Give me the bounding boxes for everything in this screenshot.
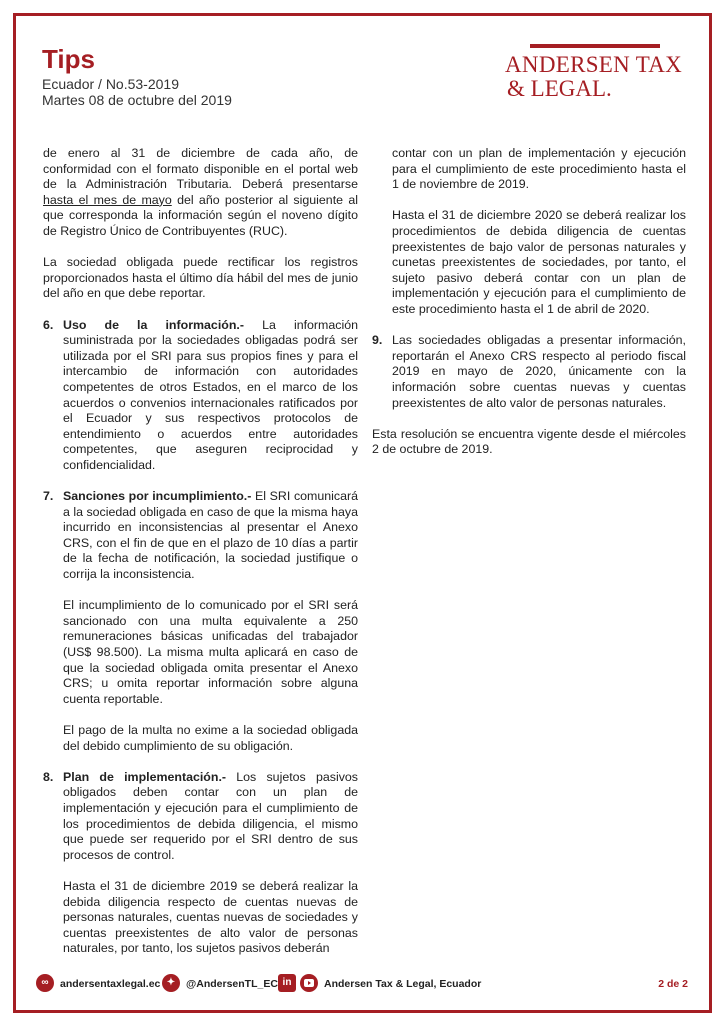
andersen-logo [505, 40, 685, 104]
footer [36, 972, 688, 996]
item-heading: Sanciones por incumplimiento.- [63, 489, 252, 504]
payment-paragraph: El pago de la multa no exime a la sociedad obligada del debido cumplimiento de su obligación. [63, 722, 358, 753]
item-number: 8. [43, 769, 54, 784]
page-number: 2 de 2 [658, 978, 688, 990]
link-icon: ∞ [36, 974, 54, 992]
list-item-9: 9. Las sociedades obligadas a presentar información, reportarán el Anexo CRS respecto al periodo fiscal 2019 en mayo de 2020, únicamente con la información sobre cuentas nuevas y cuentas preexistentes de alto valor de personas naturales. [372, 333, 686, 410]
item-number: 7. [43, 489, 54, 504]
intro-paragraph: de enero al 31 de diciembre de cada año, de conformidad con el formato disponible en el portal web de la Administración Tributaria. Deberá presentarse hasta el mes de mayo del año posterior al siguiente al que corresponda la información según el noveno dígito de Registro Único de Contribuyentes (RUC). [43, 146, 358, 238]
continued-paragraph: contar con un plan de implementación y ejecución para el cumplimiento de este procedimiento hasta el 1 de noviembre de 2019. [392, 146, 686, 192]
closing-paragraph: Esta resolución se encuentra vigente desde el miércoles 2 de octubre de 2019. [372, 426, 686, 457]
item-heading: Uso de la información.- [63, 317, 244, 332]
logo-line1: ANDERSEN TAX [505, 52, 683, 77]
twitter-link[interactable]: @AndersenTL_EC [186, 978, 278, 990]
right-column [372, 146, 686, 473]
bulletin-number: Ecuador / No.53-2019 [42, 76, 179, 92]
list-item-6: 6. Uso de la información.- La información suministrada por la sociedades obligadas podrá ser utilizada por el SRI para sus propios fines y para el intercambio de información con autoridades competentes de otros Estados, en el marco de los acuerdos o convenios internacionales ratificados por el Ecuador y sus respectivos protocolos de entendimiento o acuerdos entre autoridades competentes, que aseguren reciprocidad y confidencialidad. [43, 317, 358, 472]
sanction-paragraph: El incumplimiento de lo comunicado por el SRI será sancionado con una multa equivalente a 250 remuneraciones básicas unificadas del trabajador (US$ 98.500). La misma multa aplicará en caso de que la sociedad obligada omita presentar el Anexo CRS; u omita reportar información sobre alguna cuenta reportable. [63, 598, 358, 706]
logo-line2: & LEGAL. [507, 76, 612, 101]
deadline-2019-paragraph: Hasta el 31 de diciembre 2019 se deberá realizar la debida diligencia respecto de cuentas nuevas de personas naturales, cuentas nuevas de sociedades y cuentas preexistentes de alto valor de personas naturales, por tanto, los sujetos pasivos deberán [63, 878, 358, 956]
website-link[interactable]: andersentaxlegal.ec [60, 978, 161, 990]
rectify-paragraph: La sociedad obligada puede rectificar los registros proporcionados hasta el último día hábil del mes de junio del año en que debe reportar. [43, 255, 358, 301]
company-link[interactable]: Andersen Tax & Legal, Ecuador [324, 978, 482, 990]
youtube-icon[interactable] [300, 974, 318, 992]
list-item-7: 7. Sanciones por incumplimiento.- El SRI comunicará a la sociedad obligada en caso de que la misma haya incurrido en inconsistencias al presentar el Anexo CRS, con el fin de que en el plazo de 10 días a partir de la fecha de notificación, la sociedad justifique o corrija la inconsistencia. El incumplimiento de lo comunicado por el SRI será sancionado con una multa equivalente a 250 remuneraciones básicas unificadas del trabajador (US$ 98.500). La misma multa aplicará en caso de que la sociedad obligada omita presentar el Anexo CRS; u omita reportar información sobre alguna cuenta reportable. El pago de la multa no exime a la sociedad obligada del debido cumplimiento de su obligación. [43, 489, 359, 753]
item-number: 6. [43, 317, 54, 332]
logo-bar [530, 44, 660, 48]
bulletin-date: Martes 08 de octubre del 2019 [42, 92, 232, 108]
left-column [43, 146, 358, 972]
list-item-8-continued [372, 146, 686, 318]
deadline-2020-paragraph: Hasta el 31 de diciembre 2020 se deberá realizar los procedimientos de debida diligencia de cuentas preexistentes de bajo valor de personas naturales y cunetas preexistentes de sociedades, por tanto, el sujeto pasivo deberá contar con un plan de implementación y ejecución para el cumplimiento de este procedimiento hasta el 1 de abril de 2020. [392, 208, 686, 316]
underlined-deadline: hasta el mes de mayo [43, 192, 172, 207]
item-heading: Plan de implementación.- [63, 769, 227, 784]
item-number: 9. [372, 333, 383, 348]
list-item-8: 8. Plan de implementación.- Los sujetos pasivos obligados deben contar con un plan de implementación y ejecución para el cumplimiento de los procedimientos de debida diligencia, el mismo que puede ser requerido por el SRI dentro de sus procesos de control. Hasta el 31 de diciembre 2019 se deberá realizar la debida diligencia respecto de cuentas nuevas de personas naturales, cuentas nuevas de sociedades y cuentas preexistentes de alto valor de personas naturales, por tanto, los sujetos pasivos deberán [43, 769, 358, 956]
linkedin-icon[interactable]: in [278, 974, 296, 992]
twitter-icon: ✦ [162, 974, 180, 992]
page-title: Tips [42, 44, 95, 74]
